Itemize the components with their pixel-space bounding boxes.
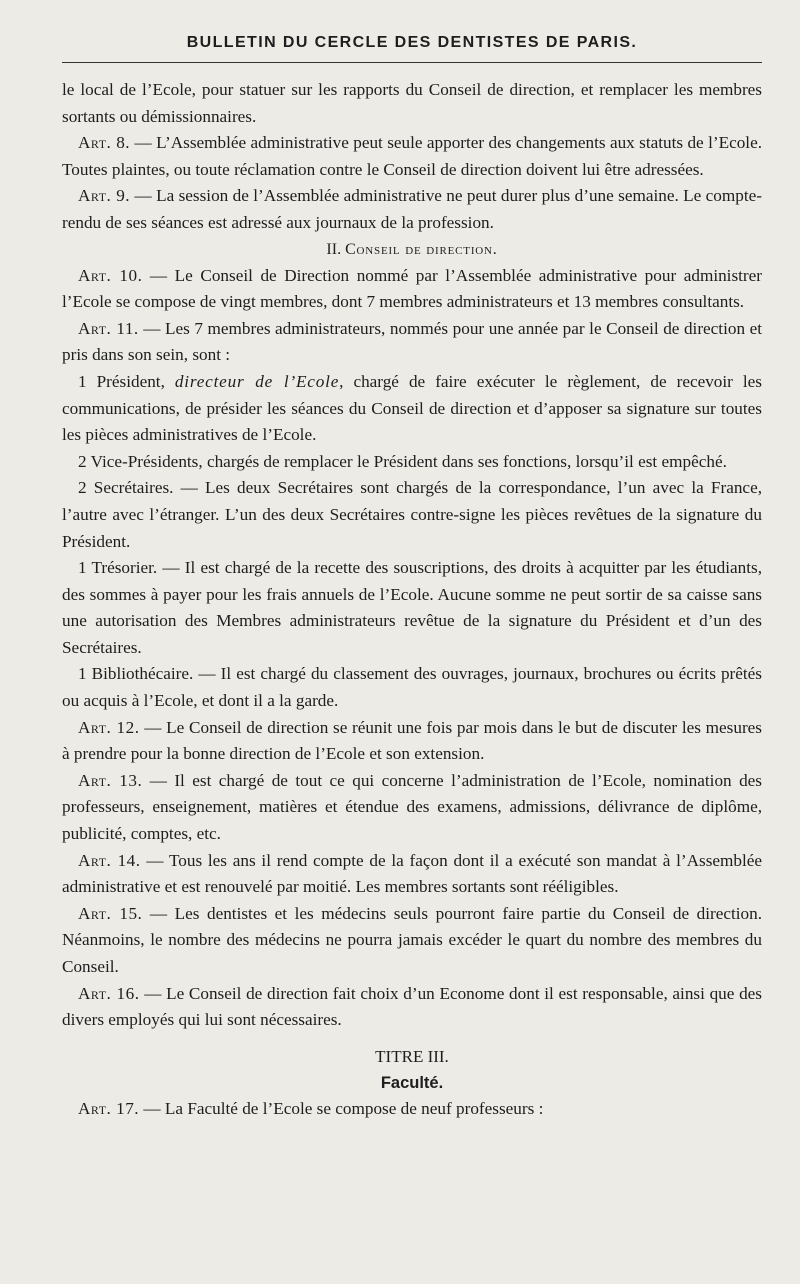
section-title: Conseil de direction. bbox=[345, 240, 498, 258]
paragraph-text: 1 Bibliothécaire. — Il est chargé du classement des ouvrages, journaux, brochures ou écrits prêtés ou acquis à l’Ecole, et dont il a la garde. bbox=[62, 664, 762, 711]
article-number: Art. 15. bbox=[78, 903, 143, 923]
title-heading: TITRE III. bbox=[375, 1046, 449, 1066]
article-text: — La session de l’Assemblée administrative ne peut durer plus d’une semaine. Le compte-rendu de ses séances est adressé aux journaux de la profession. bbox=[62, 186, 762, 232]
paragraph-text: 2 Vice-Présidents, chargés de remplacer le Président dans ses fonctions, lorsqu’il est empêché. bbox=[78, 451, 727, 471]
article-9 bbox=[62, 183, 762, 236]
article-number: Art. 14. bbox=[78, 850, 141, 870]
treasurer-paragraph bbox=[62, 555, 762, 661]
paragraph-text: le local de l’Ecole, pour statuer sur les rapports du Conseil de direction, et remplacer les membres sortants ou démissionnaires. bbox=[62, 80, 762, 126]
header-rule bbox=[62, 62, 762, 63]
section-number: II. bbox=[326, 240, 346, 258]
subtitle-heading: Faculté. bbox=[380, 1073, 444, 1092]
paragraph-text: , chargé de faire exécuter le règlement, de recevoir les communications, de présider les séances du Conseil de direction et d’apposer sa signature sur toutes les pièces administratives de l’Ecole. bbox=[62, 371, 762, 445]
article-text: — L’Assemblée administrative peut seule apporter des changements aux statuts de l’Ecole. Toutes plaintes, ou toute réclamation contre le Conseil de direction doivent lui être adressées. bbox=[62, 133, 762, 179]
article-text: — Le Conseil de direction se réunit une fois par mois dans le but de discuter les mesures à prendre pour la bonne direction de l’Ecole et son extension. bbox=[62, 717, 762, 764]
vice-presidents-paragraph bbox=[62, 449, 762, 476]
paragraph-continued bbox=[62, 77, 762, 130]
article-text: — Les dentistes et les médecins seuls pourront faire partie du Conseil de direction. Néanmoins, le nombre des médecins ne pourra jamais excéder le quart du nombre des membres du Conseil. bbox=[62, 903, 762, 976]
article-14 bbox=[62, 848, 762, 901]
article-number: Art. 10. bbox=[78, 265, 143, 285]
article-text: — Le Conseil de Direction nommé par l’Assemblée administrative pour administrer l’Ecole se compose de vingt membres, dont 7 membres administrateurs et 13 membres consultants. bbox=[62, 265, 762, 312]
article-number: Art. 16. bbox=[78, 983, 140, 1003]
paragraph-text: 2 Secrétaires. — Les deux Secrétaires sont chargés de la correspondance, l’un avec la France, l’autre avec l’étranger. L’un des deux Secrétaires contre-signe les pièces revêtues de la signature du Président. bbox=[62, 478, 762, 551]
article-number: Art. 11. bbox=[78, 318, 139, 338]
secretaries-paragraph bbox=[62, 475, 762, 555]
article-text: — Tous les ans il rend compte de la façon dont il a exécuté son mandat à l’Assemblée administrative et est renouvelé par moitié. Les membres sortants sont rééligibles. bbox=[62, 850, 763, 897]
librarian-paragraph bbox=[62, 661, 762, 714]
article-number: Art. 12. bbox=[78, 717, 140, 737]
paragraph-text: 1 Président, bbox=[78, 371, 175, 391]
president-paragraph bbox=[62, 369, 762, 449]
article-number: Art. 13. bbox=[78, 770, 143, 790]
article-17 bbox=[62, 1096, 762, 1123]
emphasis-text: directeur de l’Ecole bbox=[174, 371, 340, 391]
running-header: BULLETIN DU CERCLE DES DENTISTES DE PARIS. bbox=[186, 34, 638, 51]
article-text: — Il est chargé de tout ce qui concerne l’administration de l’Ecole, nomination des professeurs, enseignement, matières et étendue des examens, admissions, délivrance de diplôme, publicité, comptes, etc. bbox=[62, 770, 762, 844]
article-13 bbox=[62, 768, 762, 848]
article-10 bbox=[62, 263, 762, 316]
paragraph-text: 1 Trésorier. — Il est chargé de la recette des souscriptions, des droits à acquitter par les étudiants, des sommes à payer pour les frais annuels de l’Ecole. Aucune somme ne peut sortir de sa caisse sans une autorisation des Membres administrateurs revêtue de la signature du Président et d’un des Secrétaires. bbox=[62, 558, 762, 657]
article-16 bbox=[62, 981, 762, 1034]
article-12 bbox=[62, 715, 762, 768]
article-text: — Le Conseil de direction fait choix d’un Econome dont il est responsable, ainsi que des divers employés qui lui sont nécessaires. bbox=[62, 983, 762, 1030]
article-15 bbox=[62, 901, 762, 981]
article-text: — Les 7 membres administrateurs, nommés pour une année par le Conseil de direction et pris dans son sein, sont : bbox=[62, 318, 762, 365]
article-number: Art. 8. bbox=[78, 133, 131, 153]
article-number: Art. 17. bbox=[78, 1098, 140, 1118]
article-number: Art. 9. bbox=[78, 186, 131, 206]
article-text: — La Faculté de l’Ecole se compose de neuf professeurs : bbox=[139, 1098, 544, 1118]
article-8 bbox=[62, 130, 762, 183]
section-heading bbox=[62, 237, 762, 263]
article-11 bbox=[62, 316, 762, 369]
body-text bbox=[62, 77, 762, 1122]
